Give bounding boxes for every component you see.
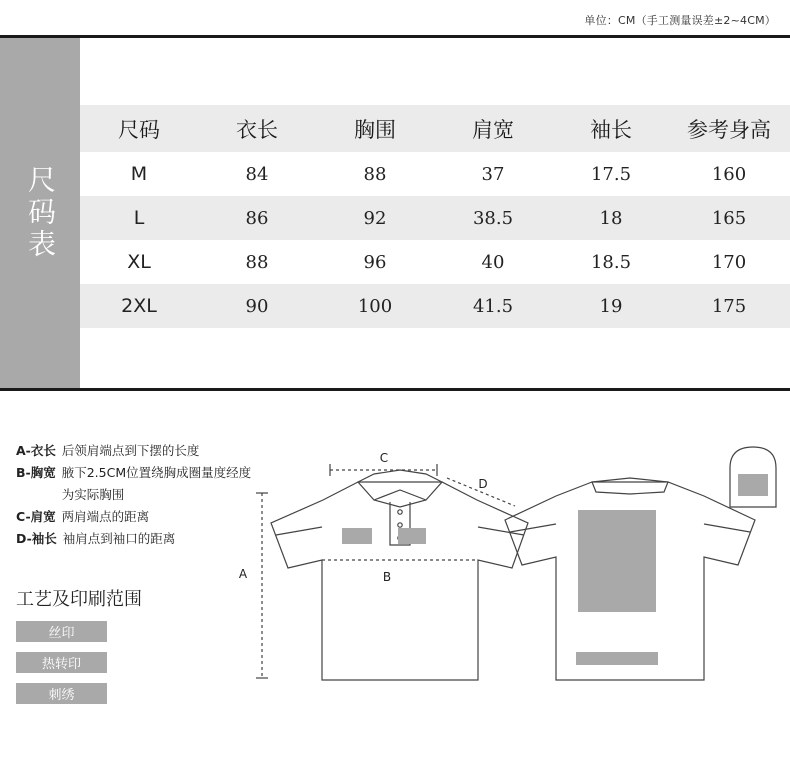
size-cell: XL [127,251,151,273]
measurement-legend [16,440,256,550]
legend-desc: 两肩端点的距离 [61,509,150,524]
size-table [80,105,790,328]
header-cell: 肩宽 [472,117,514,142]
legend-desc: 腋下2.5CM位置绕胸成圈量度经度为实际胸围 [61,465,252,502]
legend-key: D-袖长 [16,531,57,546]
top-rule [0,35,790,38]
header-cell: 袖长 [590,117,632,142]
craft-option-embroidery[interactable]: 刺绣 [16,683,107,704]
legend-desc: 袖肩点到袖口的距离 [62,531,176,546]
craft-option-heat-transfer[interactable]: 热转印 [16,652,107,673]
value-cell: 40 [481,251,505,273]
value-cell: 38.5 [472,207,514,229]
back-collar [592,478,668,494]
size-cell: L [133,207,145,229]
legend-key: A-衣长 [16,443,56,458]
front-placket [390,502,410,545]
value-cell: 18 [599,207,623,229]
size-chart-side-label [0,38,80,388]
size-cell: 2XL [121,295,157,317]
value-cell: 96 [363,251,387,273]
legend-item [16,528,256,550]
button-icon [398,510,402,514]
print-area-hat [738,474,768,496]
label-c: C [379,451,389,465]
value-cell: 92 [363,207,387,229]
value-cell: 17.5 [590,163,632,185]
bottom-rule [0,388,790,391]
front-shirt-outline [271,482,528,680]
value-cell: 160 [711,163,747,185]
side-title: 尺码表 [24,165,57,261]
value-cell: 84 [245,163,269,185]
table-header-row [80,105,790,152]
header-cell: 胸围 [354,117,396,142]
legend-item [16,440,256,462]
table-row [80,152,790,196]
label-b: B [382,570,392,584]
craft-title: 工艺及印刷范围 [16,589,142,610]
value-cell: 88 [245,251,269,273]
print-area-back [578,510,656,612]
size-cell: M [130,163,148,185]
value-cell: 86 [245,207,269,229]
value-cell: 90 [245,295,269,317]
value-cell: 37 [481,163,505,185]
header-cell: 衣长 [236,117,278,142]
craft-option-screen-print[interactable]: 丝印 [16,621,107,642]
legend-key: B-胸宽 [16,465,56,480]
value-cell: 18.5 [590,251,632,273]
button-icon [398,523,402,527]
hat-outline [730,447,776,507]
legend-desc: 后领肩端点到下摆的长度 [61,443,200,458]
label-a: A [238,567,248,581]
legend-item [16,462,256,506]
unit-note: 单位：CM（手工测量误差±2~4CM） [584,14,776,27]
front-collar [358,470,442,507]
print-area-left-chest [342,528,372,544]
value-cell: 170 [711,251,747,273]
value-cell: 100 [357,295,393,317]
label-d: D [478,477,488,491]
legend-item [16,506,256,528]
print-area-right-chest [398,528,426,544]
table-row [80,196,790,240]
value-cell: 175 [711,295,747,317]
print-area-hem [576,652,658,665]
legend-key: C-肩宽 [16,509,56,524]
header-cell: 尺码 [118,117,160,142]
button-icon [398,536,402,540]
table-row [80,284,790,328]
value-cell: 41.5 [472,295,514,317]
value-cell: 165 [711,207,747,229]
header-cell: 参考身高 [687,117,771,142]
table-row [80,240,790,284]
dimension-d-line [447,478,515,506]
value-cell: 88 [363,163,387,185]
value-cell: 19 [599,295,623,317]
back-shirt-outline [505,482,755,680]
